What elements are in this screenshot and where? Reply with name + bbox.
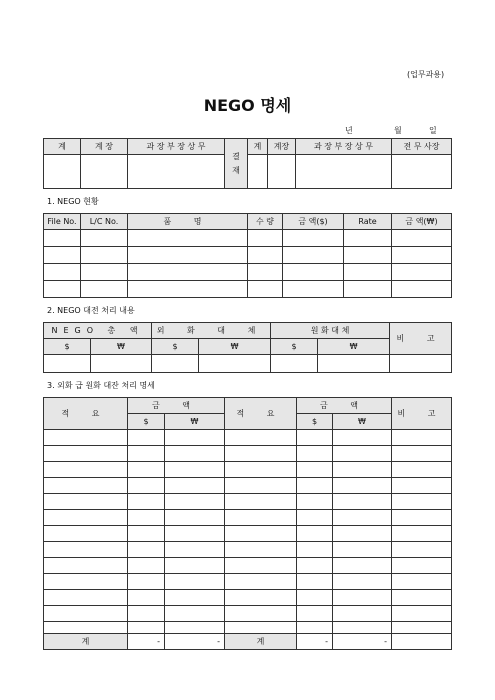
- total-label: 계: [225, 634, 297, 650]
- approval-mark: 결 재: [225, 139, 248, 189]
- approval-left-2: 계 장: [81, 139, 128, 155]
- approval-right-4: 전 무 사장: [392, 139, 452, 155]
- section1-title: 1. NEGO 현황: [47, 197, 99, 206]
- section2-title: 2. NEGO 대전 처리 내용: [47, 306, 135, 315]
- krw-header: ₩: [199, 339, 271, 355]
- approval-left-1: 계: [44, 139, 81, 155]
- table-row: [44, 494, 452, 510]
- table-row: [44, 590, 452, 606]
- table-row: [44, 462, 452, 478]
- group-nego-total: NEGO 총 액: [44, 323, 152, 339]
- summary-header: 적 요: [225, 398, 297, 430]
- sign-cell[interactable]: [128, 155, 225, 189]
- section3-title: 3. 외화 급 원화 대잔 처리 명세: [47, 381, 155, 390]
- col-amount-krw: 금 액(₩): [392, 214, 452, 230]
- detail-table: [43, 397, 452, 650]
- sign-cell[interactable]: [296, 155, 392, 189]
- total-label: 계: [44, 634, 128, 650]
- group-won-transfer: 원 화 대 체: [271, 323, 390, 339]
- table-row: [44, 510, 452, 526]
- nego-settlement-table: [43, 322, 452, 373]
- approval-right-1: 계: [248, 139, 268, 155]
- date-month: 월: [394, 126, 402, 135]
- summary-header: 적 요: [44, 398, 128, 430]
- table-row: [44, 558, 452, 574]
- sign-cell[interactable]: [44, 155, 81, 189]
- col-qty: 수 량: [248, 214, 283, 230]
- usd-header: $: [44, 339, 91, 355]
- total-remark: [392, 634, 452, 650]
- usd-header: $: [271, 339, 318, 355]
- remarks-header: 비 고: [390, 323, 452, 355]
- total-row: [44, 634, 452, 650]
- col-item: 품 명: [128, 214, 248, 230]
- table-row: [44, 622, 452, 634]
- group-foreign-transfer: 외 화 대 체: [152, 323, 271, 339]
- col-file-no: File No.: [44, 214, 81, 230]
- date-year: 년: [345, 126, 353, 135]
- col-lc-no: L/C No.: [81, 214, 128, 230]
- total-usd: -: [297, 634, 333, 650]
- amount-header: 금 액: [297, 398, 392, 414]
- total-usd: -: [128, 634, 165, 650]
- amount-header: 금 액: [128, 398, 225, 414]
- table-row: [44, 230, 452, 247]
- usd-header: $: [297, 414, 333, 430]
- nego-status-table: [43, 213, 452, 298]
- date-day: 일: [429, 126, 437, 135]
- sign-cell[interactable]: [268, 155, 296, 189]
- table-row: [44, 446, 452, 462]
- sign-cell[interactable]: [81, 155, 128, 189]
- usd-header: $: [128, 414, 165, 430]
- krw-header: ₩: [91, 339, 152, 355]
- table-row: [44, 355, 452, 373]
- total-krw: -: [165, 634, 225, 650]
- sign-cell[interactable]: [392, 155, 452, 189]
- approval-right-3: 과 장 부 장 상 무: [296, 139, 392, 155]
- col-amount-usd: 금 액($): [283, 214, 344, 230]
- approval-left-3: 과 장 부 장 상 무: [128, 139, 225, 155]
- table-row: [44, 606, 452, 622]
- usd-header: $: [152, 339, 199, 355]
- table-row: [44, 281, 452, 298]
- table-row: [44, 542, 452, 558]
- table-row: [44, 264, 452, 281]
- page-title: NEGO 명세: [203, 96, 292, 115]
- table-row: [44, 574, 452, 590]
- table-row: [44, 478, 452, 494]
- remarks-header: 비 고: [392, 398, 452, 430]
- usage-note: (업무과용): [407, 70, 445, 79]
- approval-table: [43, 138, 452, 189]
- krw-header: ₩: [333, 414, 392, 430]
- approval-right-2: 계장: [268, 139, 296, 155]
- table-row: [44, 247, 452, 264]
- total-krw: -: [333, 634, 392, 650]
- table-row: [44, 526, 452, 542]
- table-row: [44, 430, 452, 446]
- sign-cell[interactable]: [248, 155, 268, 189]
- col-rate: Rate: [344, 214, 392, 230]
- krw-header: ₩: [318, 339, 390, 355]
- krw-header: ₩: [165, 414, 225, 430]
